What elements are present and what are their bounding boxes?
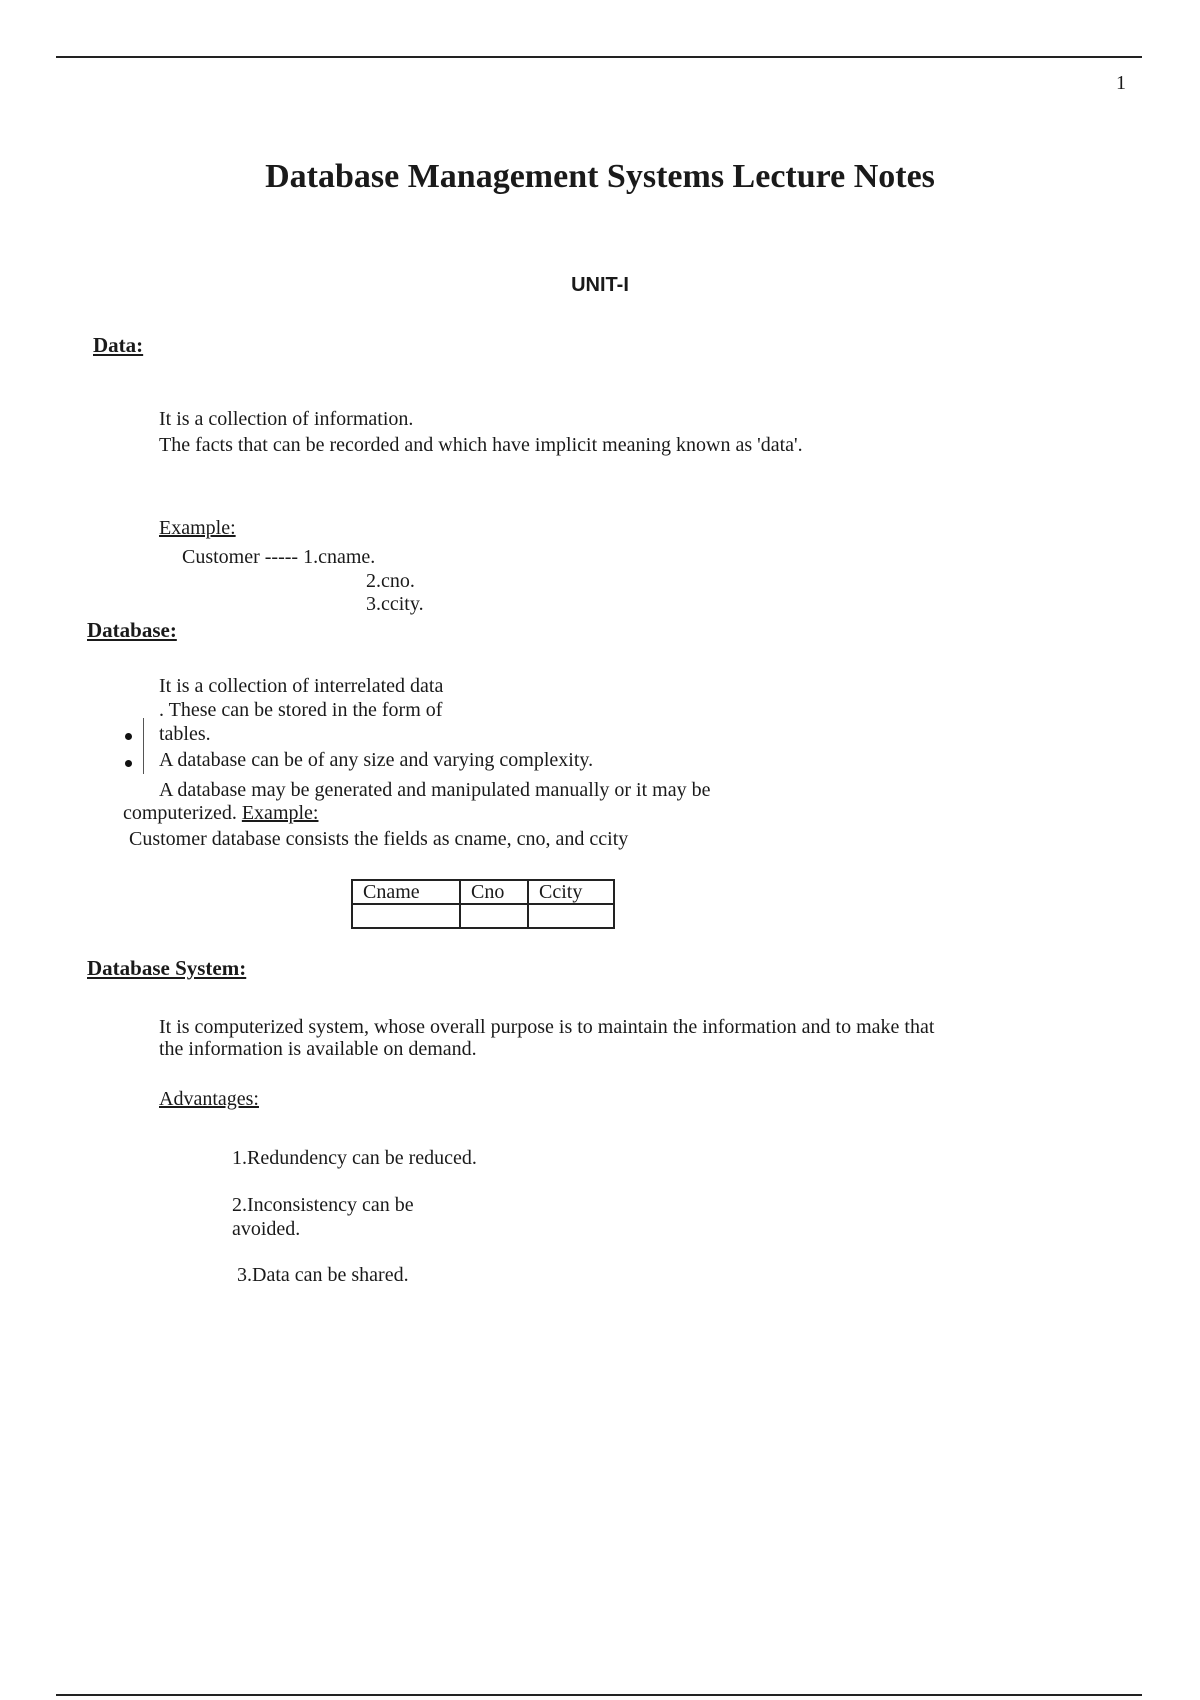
- database-customer-line: Customer database consists the fields as cname, cno, and ccity: [129, 828, 629, 850]
- table-cell: [352, 904, 460, 928]
- table-cell: [528, 904, 614, 928]
- bullet-icon: [125, 733, 132, 740]
- advantages-label: Advantages:: [159, 1088, 259, 1110]
- database-manual-line: A database may be generated and manipulated manually or it may be: [159, 779, 711, 801]
- advantage-item-inconsistency-cont: avoided.: [232, 1218, 301, 1240]
- advantage-item-inconsistency: 2.Inconsistency can be: [232, 1194, 414, 1216]
- data-facts-line: The facts that can be recorded and which have implicit meaning known as 'data'.: [159, 434, 803, 456]
- data-heading: Data:: [93, 333, 144, 357]
- table-header-ccity: Ccity: [528, 880, 614, 904]
- advantage-item-redundancy: 1.Redundency can be reduced.: [232, 1147, 477, 1169]
- database-storage-line: . These can be stored in the form of: [159, 699, 443, 721]
- bullet-divider: [143, 718, 144, 774]
- database-system-availability-line: the information is available on demand.: [159, 1038, 477, 1060]
- database-example-label: Example:: [241, 802, 319, 824]
- database-system-heading: Database System:: [87, 956, 247, 980]
- database-size-line: A database can be of any size and varying complexity.: [159, 749, 594, 771]
- database-computerized-line: [123, 802, 318, 824]
- bottom-page-rule: [56, 1694, 1142, 1696]
- database-computerized-text: computerized.: [123, 802, 242, 824]
- table-header-cno: Cno: [460, 880, 528, 904]
- table-header-row: [352, 880, 614, 904]
- advantage-item-sharing: 3.Data can be shared.: [237, 1264, 409, 1286]
- data-example-field-ccity: 3.ccity.: [366, 593, 424, 615]
- database-system-definition-line: It is computerized system, whose overall purpose is to maintain the information and to make that: [159, 1016, 935, 1038]
- database-definition-line: It is a collection of interrelated data: [159, 675, 444, 697]
- database-heading: Database:: [87, 618, 177, 642]
- data-example-field-cno: 2.cno.: [366, 570, 415, 592]
- unit-label: UNIT-I: [571, 274, 629, 296]
- bullet-icon: [125, 760, 132, 767]
- document-title: Database Management Systems Lecture Notes: [265, 158, 935, 195]
- top-page-rule: [56, 56, 1142, 58]
- data-example-entity: Customer ----- 1.cname.: [182, 546, 376, 568]
- table-cell: [460, 904, 528, 928]
- data-example-label: Example:: [159, 517, 236, 539]
- database-tables-line: tables.: [159, 723, 211, 745]
- page-number: 1: [1116, 72, 1126, 94]
- table-header-cname: Cname: [352, 880, 460, 904]
- data-definition-line: It is a collection of information.: [159, 408, 414, 430]
- customer-table: [351, 879, 615, 929]
- table-row: [352, 904, 614, 928]
